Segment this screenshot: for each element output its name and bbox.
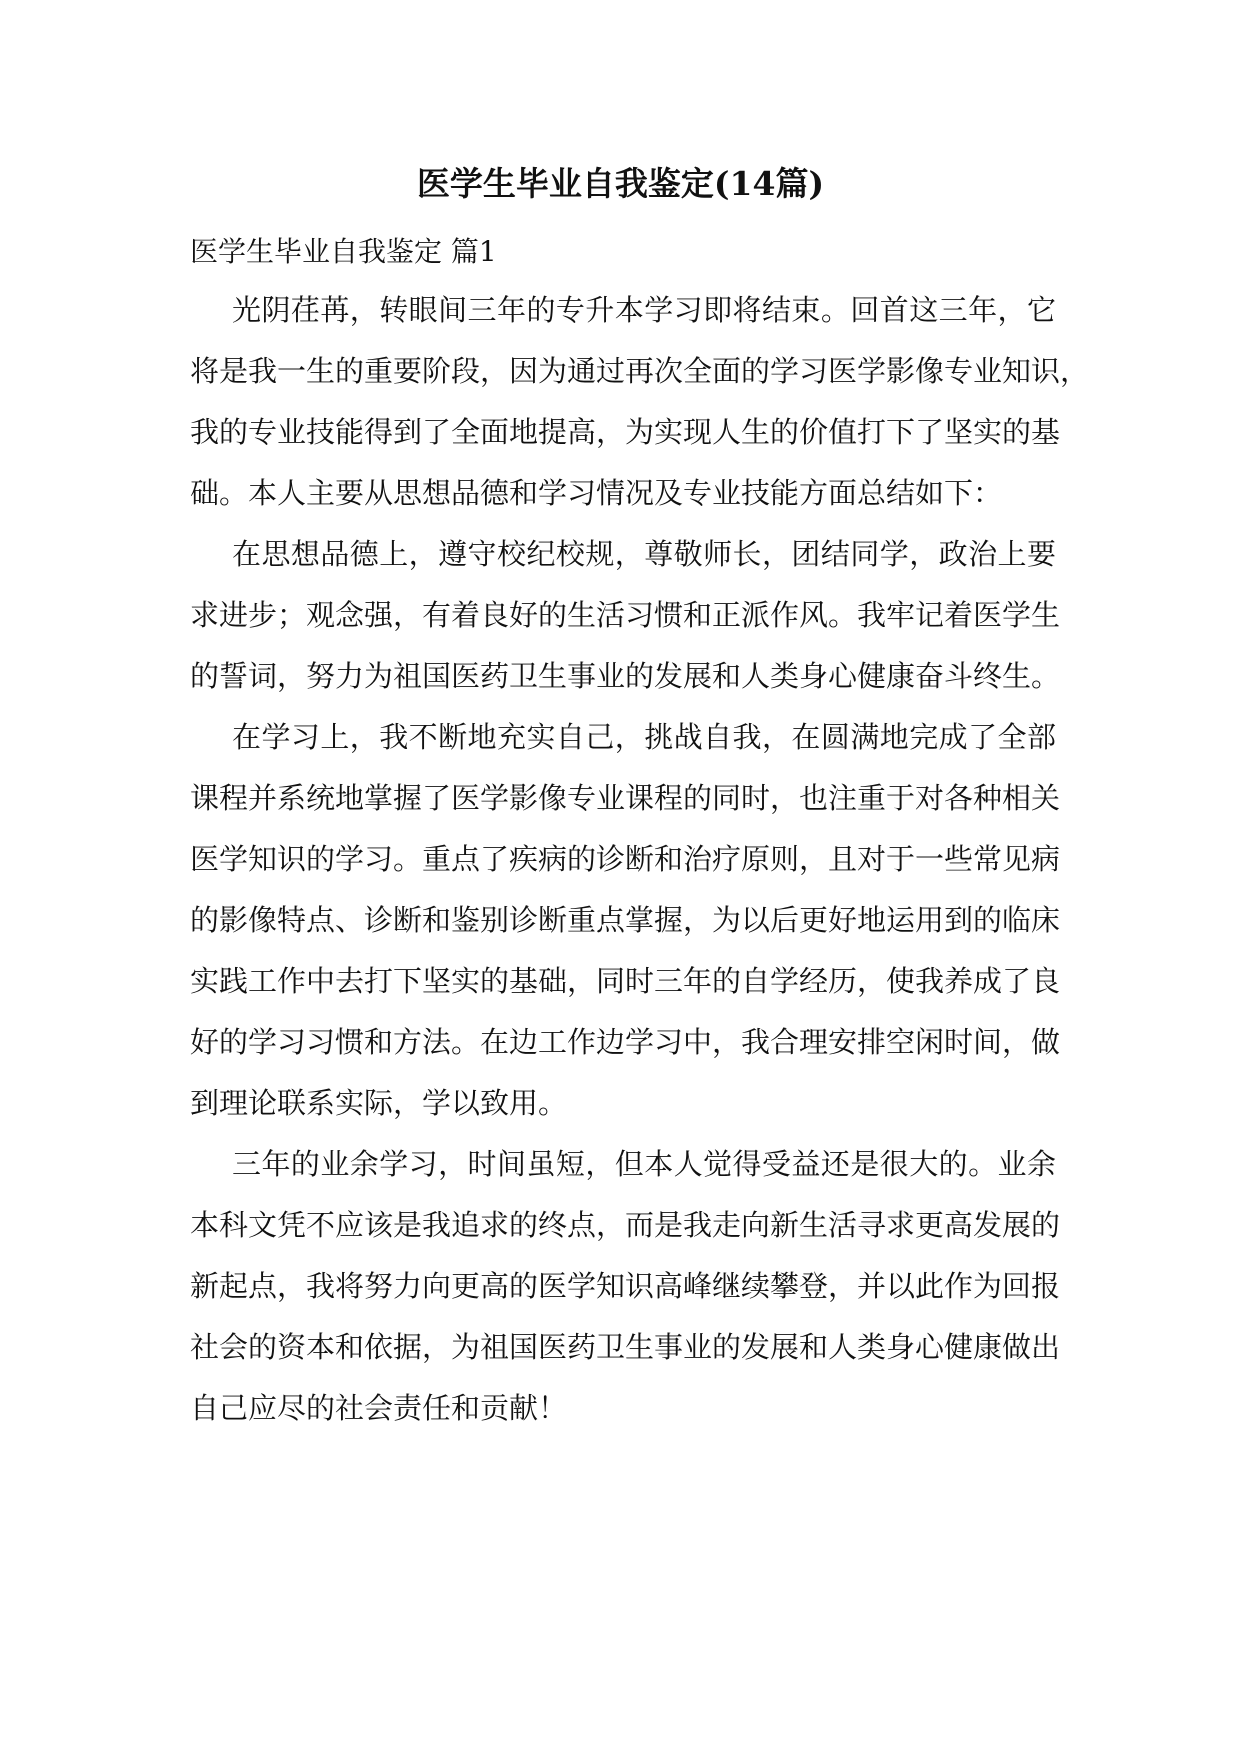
paragraph-line: 光阴荏苒，转眼间三年的专升本学习即将结束。回首这三年，它 bbox=[232, 293, 1056, 327]
paragraph-line: 三年的业余学习，时间虽短，但本人觉得受益还是很大的。业余 bbox=[232, 1147, 1056, 1181]
paragraph-line: 的影像特点、诊断和鉴别诊断重点掌握，为以后更好地运用到的临床 bbox=[190, 903, 1061, 937]
paragraph-line: 好的学习习惯和方法。在边工作边学习中，我合理安排空闲时间，做 bbox=[190, 1025, 1061, 1059]
document-title: 医学生毕业自我鉴定(14篇) bbox=[416, 164, 825, 203]
paragraph-line: 础。本人主要从思想品德和学习情况及专业技能方面总结如下： bbox=[190, 476, 1003, 510]
paragraph-line: 社会的资本和依据，为祖国医药卫生事业的发展和人类身心健康做出 bbox=[190, 1330, 1061, 1364]
paragraph-line: 本科文凭不应该是我追求的终点，而是我走向新生活寻求更高发展的 bbox=[190, 1208, 1061, 1242]
paragraph-line: 到理论联系实际，学以致用。 bbox=[190, 1086, 568, 1120]
paragraph-line: 自己应尽的社会责任和贡献！ bbox=[190, 1391, 568, 1425]
paragraph-line: 的誓词，努力为祖国医药卫生事业的发展和人类身心健康奋斗终生。 bbox=[190, 659, 1061, 693]
paragraph-line: 在学习上，我不断地充实自己，挑战自我，在圆满地完成了全部 bbox=[232, 720, 1056, 754]
section-heading: 医学生毕业自我鉴定 篇1 bbox=[190, 235, 497, 268]
paragraph-line: 新起点，我将努力向更高的医学知识高峰继续攀登，并以此作为回报 bbox=[190, 1269, 1061, 1303]
paragraph-line: 将是我一生的重要阶段，因为通过再次全面的学习医学影像专业知识， bbox=[190, 354, 1090, 388]
paragraph-line: 课程并系统地掌握了医学影像专业课程的同时，也注重于对各种相关 bbox=[190, 781, 1061, 815]
paragraph-line: 医学知识的学习。重点了疾病的诊断和治疗原则，且对于一些常见病 bbox=[190, 842, 1061, 876]
paragraph-line: 实践工作中去打下坚实的基础，同时三年的自学经历，使我养成了良 bbox=[190, 964, 1061, 998]
paragraph-line: 求进步；观念强，有着良好的生活习惯和正派作风。我牢记着医学生 bbox=[190, 598, 1061, 632]
paragraph-line: 我的专业技能得到了全面地提高，为实现人生的价值打下了坚实的基 bbox=[190, 415, 1061, 449]
paragraph-line: 在思想品德上，遵守校纪校规，尊敬师长，团结同学，政治上要 bbox=[232, 537, 1056, 571]
